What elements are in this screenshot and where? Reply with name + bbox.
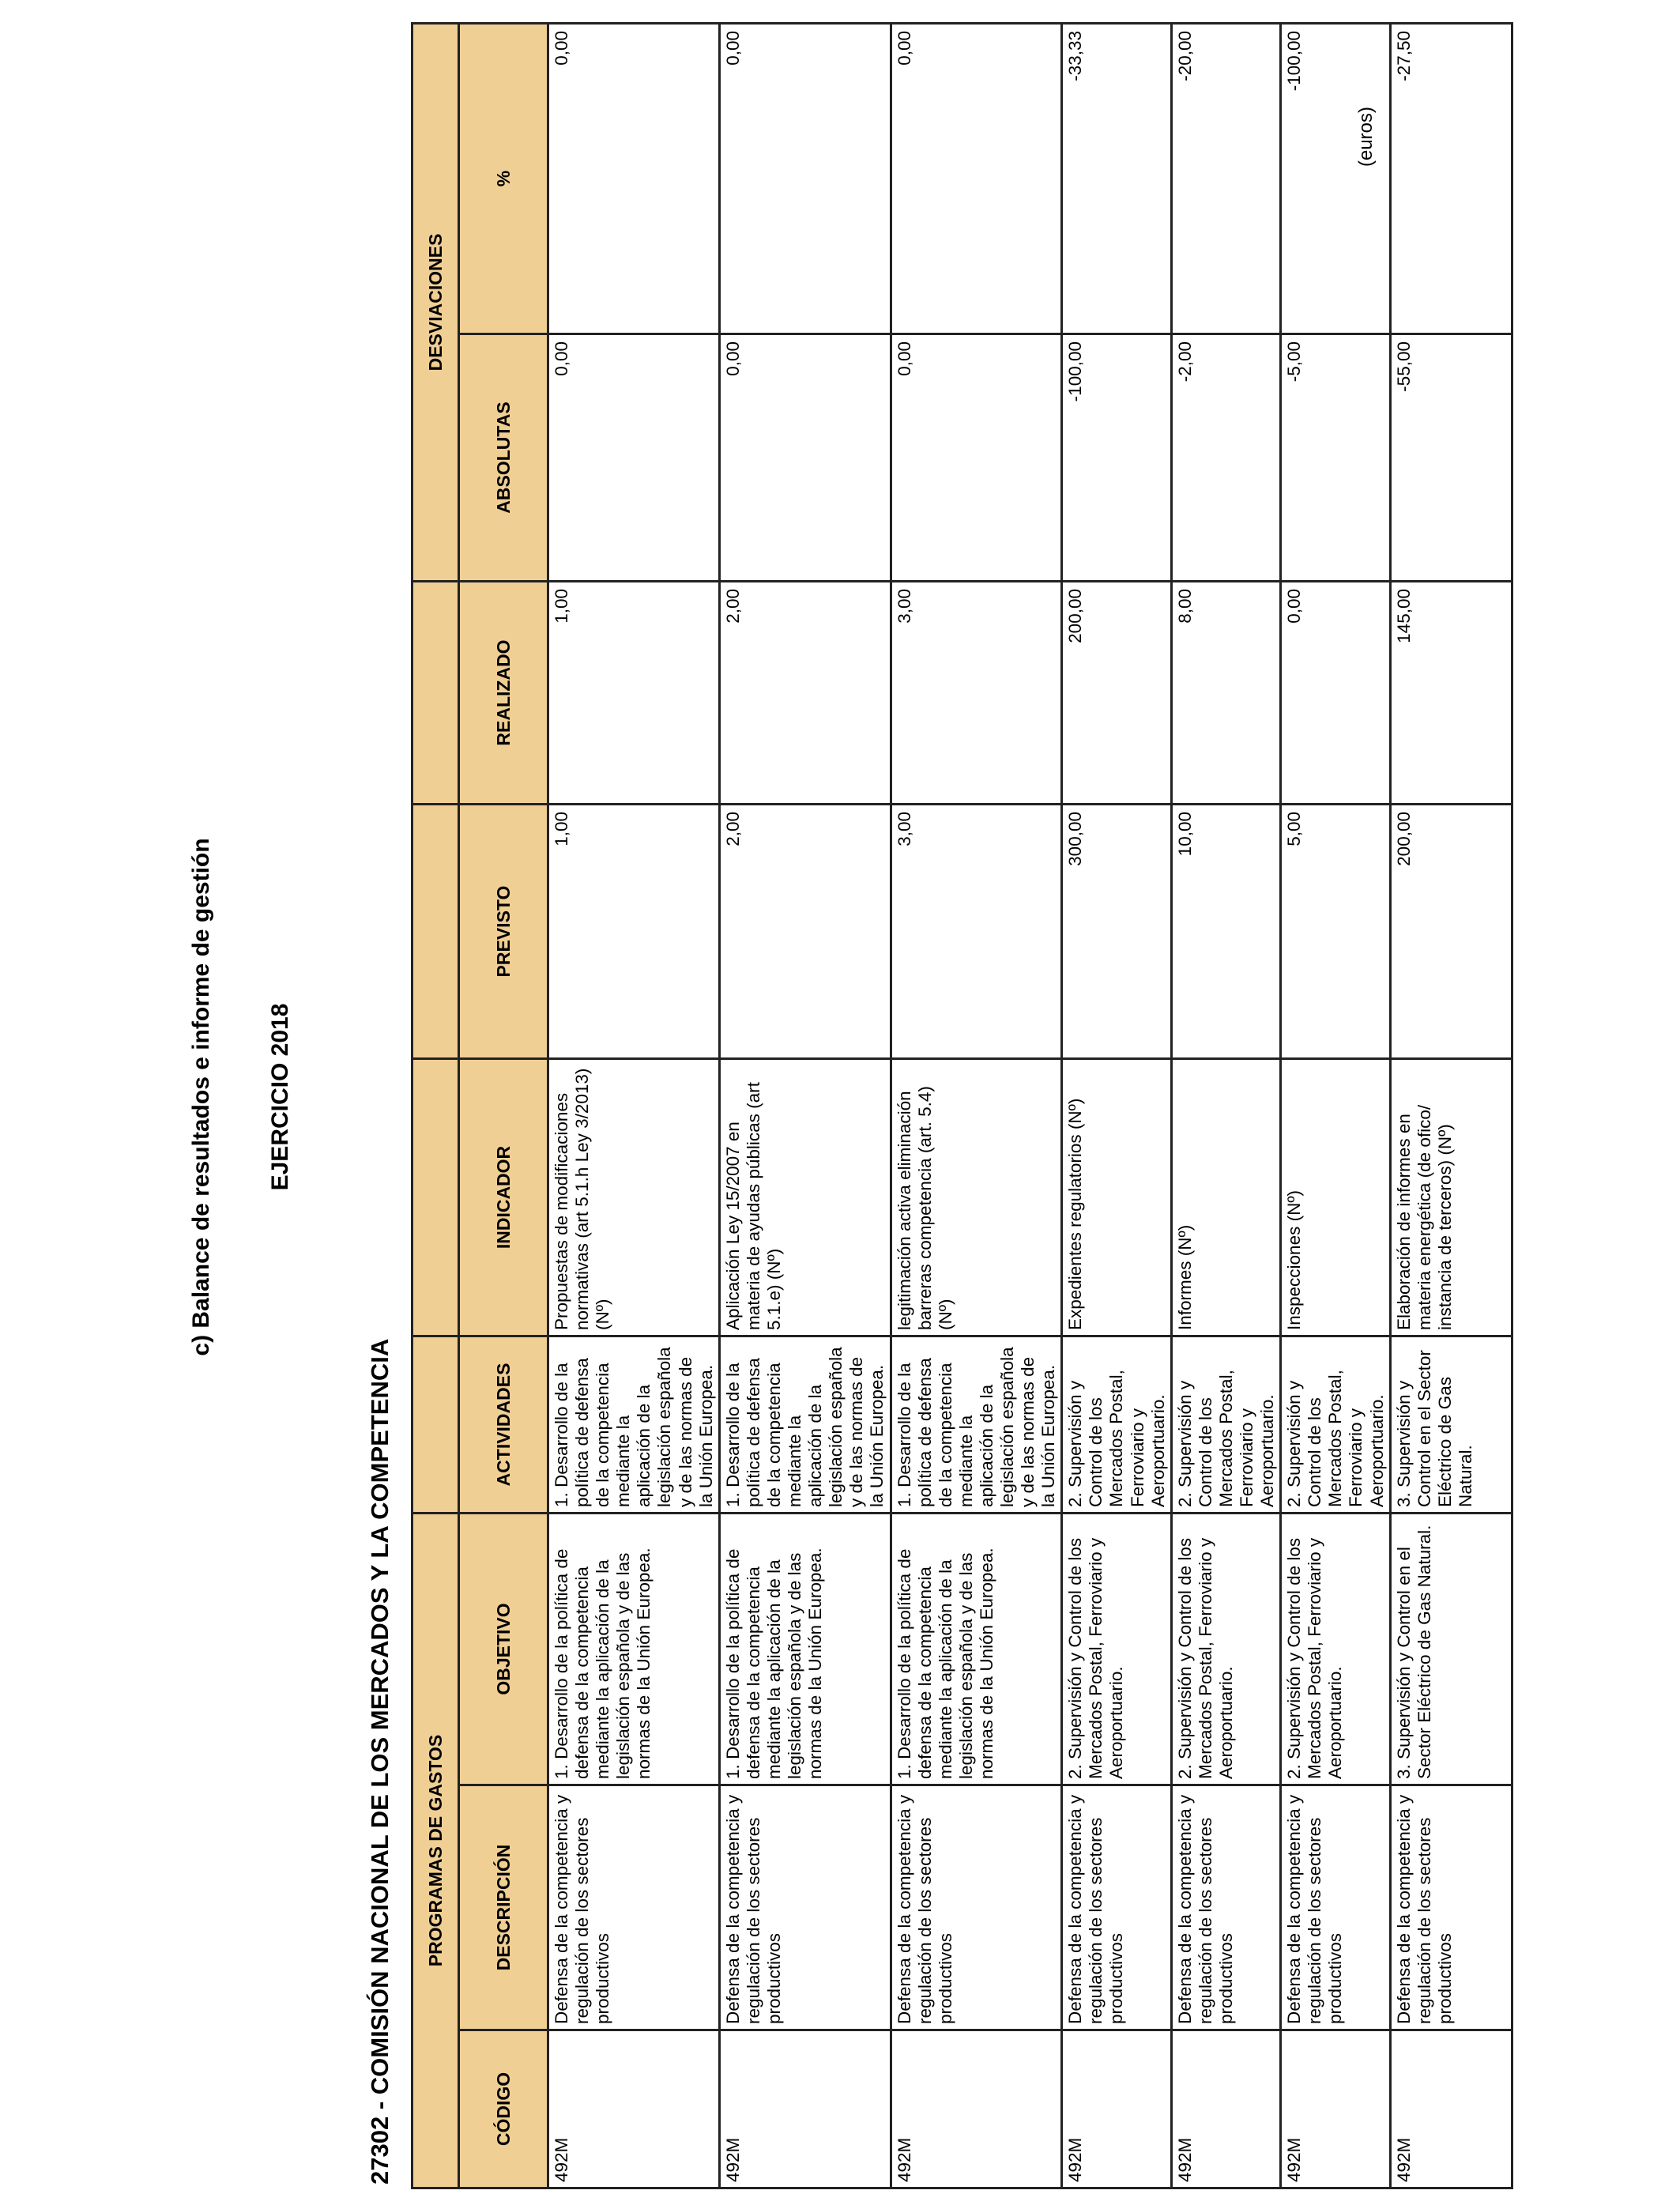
cell-previsto: 2,00: [719, 805, 891, 1059]
cell-indicador: Elaboración de informes en materia energética (de ofico/ instancia de terceros) (Nº): [1390, 1059, 1512, 1336]
cell-descripcion: Defensa de la competencia y regulación de los sectores productivos: [891, 1785, 1062, 2030]
cell-porcentaje: -20,00: [1171, 23, 1280, 334]
cell-indicador: Propuestas de modificaciones normativas (art 5.1.h Ley 3/2013) (Nº): [548, 1059, 720, 1336]
cell-actividades: 1. Desarrollo de la política de defensa de la competencia mediante la aplicación de la legislación española y de las normas de la Unión Europea.: [719, 1336, 891, 1514]
cell-indicador: Expedientes regulatorios (Nº): [1062, 1059, 1171, 1336]
year-title: EJERCICIO 2018: [267, 1003, 293, 1191]
cell-realizado: 8,00: [1171, 582, 1280, 805]
cell-actividades: 2. Supervisión y Control de los Mercados Postal, Ferroviario y Aeroportuario.: [1281, 1336, 1390, 1514]
header-indicador: INDICADOR: [459, 1059, 548, 1336]
cell-descripcion: Defensa de la competencia y regulación de los sectores productivos: [548, 1785, 720, 2030]
cell-actividades: 3. Supervisión y Control en el Sector Eléctrico de Gas Natural.: [1390, 1336, 1512, 1514]
cell-realizado: 1,00: [548, 582, 720, 805]
table-row: [1171, 23, 1280, 2188]
cell-objetivo: 1. Desarrollo de la política de defensa de la competencia mediante la aplicación de la legislación española y de las normas de la Unión Europea.: [719, 1514, 891, 1785]
cell-indicador: Informes (Nº): [1171, 1059, 1280, 1336]
cell-descripcion: Defensa de la competencia y regulación de los sectores productivos: [719, 1785, 891, 2030]
group-header-blank: [412, 805, 459, 1059]
cell-porcentaje: 0,00: [548, 23, 720, 334]
header-actividades: ACTIVIDADES: [459, 1336, 548, 1514]
cell-porcentaje: -100,00: [1281, 23, 1390, 334]
cell-actividades: 2. Supervisión y Control de los Mercados Postal, Ferroviario y Aeroportuario.: [1062, 1336, 1171, 1514]
cell-previsto: 10,00: [1171, 805, 1280, 1059]
cell-realizado: 145,00: [1390, 582, 1512, 805]
group-header-blank: [412, 1059, 459, 1336]
cell-absolutas: 0,00: [548, 334, 720, 582]
cell-absolutas: 0,00: [719, 334, 891, 582]
cell-previsto: 5,00: [1281, 805, 1390, 1059]
cell-realizado: 3,00: [891, 582, 1062, 805]
cell-porcentaje: 0,00: [891, 23, 1062, 334]
results-table: [411, 22, 1513, 2189]
cell-objetivo: 1. Desarrollo de la política de defensa de la competencia mediante la aplicación de la legislación española y de las normas de la Unión Europea.: [548, 1514, 720, 1785]
header-porcentaje: %: [459, 23, 548, 334]
cell-objetivo: 2. Supervisión y Control de los Mercados Postal, Ferroviario y Aeroportuario.: [1062, 1514, 1171, 1785]
cell-codigo: 492M: [719, 2030, 891, 2188]
cell-absolutas: -2,00: [1171, 334, 1280, 582]
header-realizado: REALIZADO: [459, 582, 548, 805]
cell-objetivo: 2. Supervisión y Control de los Mercados Postal, Ferroviario y Aeroportuario.: [1171, 1514, 1280, 1785]
cell-codigo: 492M: [1281, 2030, 1390, 2188]
cell-realizado: 200,00: [1062, 582, 1171, 805]
cell-previsto: 1,00: [548, 805, 720, 1059]
cell-porcentaje: 0,00: [719, 23, 891, 334]
cell-descripcion: Defensa de la competencia y regulación de los sectores productivos: [1062, 1785, 1171, 2030]
cell-actividades: 1. Desarrollo de la política de defensa de la competencia mediante la aplicación de la legislación española y de las normas de la Unión Europea.: [891, 1336, 1062, 1514]
group-header-programas: PROGRAMAS DE GASTOS: [412, 1514, 459, 2188]
header-objetivo: OBJETIVO: [459, 1514, 548, 1785]
header-descripcion: DESCRIPCIÓN: [459, 1785, 548, 2030]
table-row: [891, 23, 1062, 2188]
cell-previsto: 300,00: [1062, 805, 1171, 1059]
cell-codigo: 492M: [1062, 2030, 1171, 2188]
group-header-row: [412, 23, 459, 2188]
cell-absolutas: -5,00: [1281, 334, 1390, 582]
cell-actividades: 1. Desarrollo de la política de defensa de la competencia mediante la aplicación de la legislación española y de las normas de la Unión Europea.: [548, 1336, 720, 1514]
cell-realizado: 2,00: [719, 582, 891, 805]
cell-previsto: 200,00: [1390, 805, 1512, 1059]
table-row: [548, 23, 720, 2188]
cell-codigo: 492M: [548, 2030, 720, 2188]
table-row: [1281, 23, 1390, 2188]
group-header-desviaciones: DESVIACIONES: [412, 23, 459, 581]
header-codigo: CÓDIGO: [459, 2030, 548, 2188]
cell-descripcion: Defensa de la competencia y regulación de los sectores productivos: [1171, 1785, 1280, 2030]
table-row: [1062, 23, 1171, 2188]
cell-porcentaje: -27,50: [1390, 23, 1512, 334]
header-absolutas: ABSOLUTAS: [459, 334, 548, 582]
cell-objetivo: 1. Desarrollo de la política de defensa de la competencia mediante la aplicación de la legislación española y de las normas de la Unión Europea.: [891, 1514, 1062, 1785]
cell-descripcion: Defensa de la competencia y regulación de los sectores productivos: [1281, 1785, 1390, 2030]
organization-title: 27302 - COMISIÓN NACIONAL DE LOS MERCADOS Y LA COMPETENCIA: [366, 1338, 394, 2185]
cell-codigo: 492M: [1390, 2030, 1512, 2188]
cell-objetivo: 3. Supervisión y Control en el Sector Eléctrico de Gas Natural.: [1390, 1514, 1512, 1785]
section-title: c) Balance de resultados e informe de gestión: [188, 838, 214, 1356]
group-header-blank: [412, 1336, 459, 1514]
header-previsto: PREVISTO: [459, 805, 548, 1059]
group-header-blank: [412, 582, 459, 805]
table-row: [719, 23, 891, 2188]
cell-previsto: 3,00: [891, 805, 1062, 1059]
cell-indicador: legitimación activa eliminación barreras competencia (art. 5.4) (Nº): [891, 1059, 1062, 1336]
cell-codigo: 492M: [1171, 2030, 1280, 2188]
cell-realizado: 0,00: [1281, 582, 1390, 805]
cell-absolutas: -55,00: [1390, 334, 1512, 582]
units-note: (euros): [1355, 106, 1377, 167]
table-row: [1390, 23, 1512, 2188]
cell-actividades: 2. Supervisión y Control de los Mercados Postal, Ferroviario y Aeroportuario.: [1171, 1336, 1280, 1514]
cell-indicador: Inspecciones (Nº): [1281, 1059, 1390, 1336]
column-header-row: [459, 23, 548, 2188]
cell-porcentaje: -33,33: [1062, 23, 1171, 334]
cell-descripcion: Defensa de la competencia y regulación de los sectores productivos: [1390, 1785, 1512, 2030]
cell-indicador: Aplicación Ley 15/2007 en materia de ayudas públicas (art 5.1.e) (Nº): [719, 1059, 891, 1336]
cell-absolutas: 0,00: [891, 334, 1062, 582]
cell-absolutas: -100,00: [1062, 334, 1171, 582]
cell-codigo: 492M: [891, 2030, 1062, 2188]
cell-objetivo: 2. Supervisión y Control de los Mercados Postal, Ferroviario y Aeroportuario.: [1281, 1514, 1390, 1785]
